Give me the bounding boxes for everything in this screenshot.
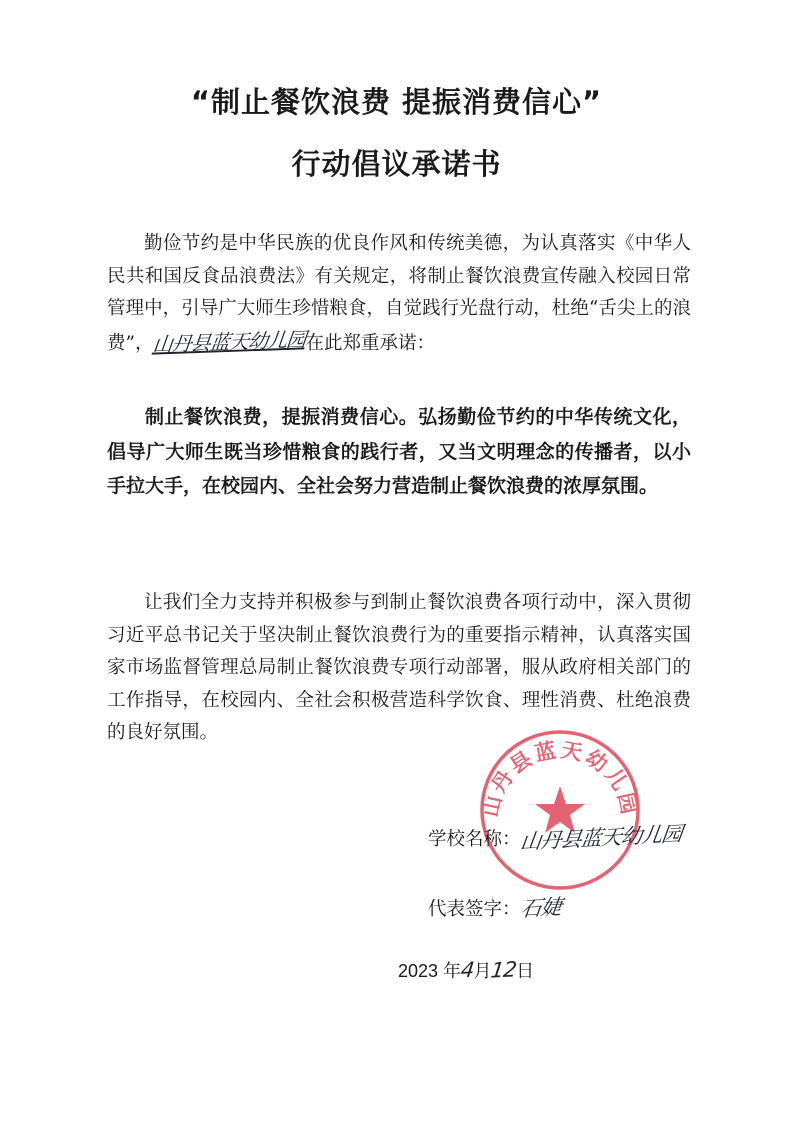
date-month-unit: 月 bbox=[473, 961, 492, 981]
date-row bbox=[398, 957, 534, 983]
paragraph-pledge: 制止餐饮浪费，提振消费信心。弘扬勤俭节约的中华传统文化，倡导广大师生既当珍惜粮食的践行者，又当文明理念的传播者，以小手拉大手，在校园内、全社会努力营造制止餐饮浪费的浓厚氛围。 bbox=[107, 406, 691, 497]
title-line-1: “制止餐饮浪费 提振消费信心” bbox=[190, 85, 603, 119]
paragraph-intro bbox=[107, 228, 691, 360]
date-year: 2023 bbox=[398, 961, 439, 981]
date-year-unit: 年 bbox=[443, 961, 462, 981]
school-seal-stamp bbox=[478, 728, 642, 892]
school-name-signature: 山丹县蓝天幼儿园 bbox=[518, 821, 683, 855]
paragraph-intro-tail: 在此郑重承诺： bbox=[305, 332, 435, 354]
school-name-label: 学校名称： bbox=[428, 829, 521, 850]
date-month: 4 bbox=[459, 957, 475, 983]
seal-text: 山丹县蓝天幼儿园 bbox=[478, 737, 642, 820]
title-line-2: 行动倡议承诺书 bbox=[291, 147, 502, 181]
date-day: 12 bbox=[489, 957, 518, 983]
representative-row bbox=[428, 892, 561, 922]
school-name-row bbox=[428, 821, 683, 855]
representative-signature: 石婕 bbox=[518, 894, 563, 922]
paragraph-call-to-action: 让我们全力支持并积极参与到制止餐饮浪费各项行动中，深入贯彻习近平总书记关于坚决制止餐饮浪费行为的重要指示精神，认真落实国家市场监督管理总局制止餐饮浪费专项行动部署，服从政府相关部门的工作指导，在校园内、全社会积极营造科学饮食、理性消费、杜绝浪费的良好氛围。 bbox=[107, 592, 691, 743]
paragraph-intro-text: 勤俭节约是中华民族的优良作风和传统美德，为认真落实《中华人民共和国反食品浪费法》有关规定，将制止餐饮浪费宣传融入校园日常管理中，引导广大师生珍惜粮食，自觉践行光盘行动，杜绝“舌尖上的浪费”， bbox=[107, 233, 691, 354]
handwritten-school-name: 山丹县蓝天幼儿园 bbox=[151, 326, 308, 357]
date-day-unit: 日 bbox=[516, 961, 535, 981]
representative-label: 代表签字： bbox=[428, 899, 521, 920]
